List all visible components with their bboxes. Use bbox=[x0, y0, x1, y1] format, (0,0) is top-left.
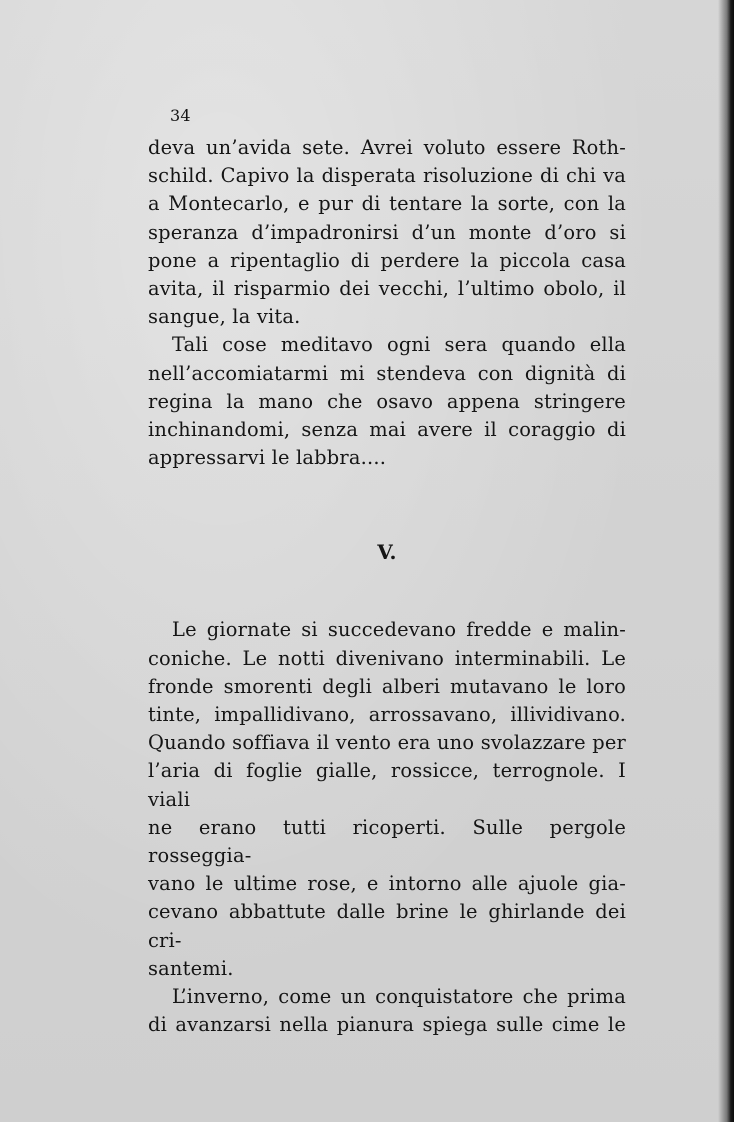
paragraph-3 bbox=[148, 616, 626, 983]
text-line: vano le ultime rose, e intorno alle ajuole gia- bbox=[148, 872, 626, 896]
text-line: L’inverno, come un conquistatore che prima bbox=[172, 985, 626, 1009]
paragraph-4 bbox=[148, 983, 626, 1039]
text-line: santemi. bbox=[148, 956, 234, 980]
text-line: tinte, impallidivano, arrossavano, illividivano. bbox=[148, 703, 626, 727]
text-line: di avanzarsi nella pianura spiega sulle cime le bbox=[148, 1013, 626, 1037]
section-heading: V. bbox=[377, 540, 397, 565]
text-line: Le giornate si succedevano fredde e malin- bbox=[172, 618, 626, 642]
text-line: regina la mano che osavo appena stringere bbox=[148, 389, 626, 413]
text-line: Quando soffiava il vento era uno svolazzare per bbox=[148, 731, 626, 755]
page-binding-edge bbox=[718, 0, 734, 1122]
text-line: fronde smorenti degli alberi mutavano le loro bbox=[148, 674, 626, 698]
text-line: pone a ripentaglio di perdere la piccola casa bbox=[148, 248, 626, 272]
text-line: ne erano tutti ricoperti. Sulle pergole rosseggia- bbox=[148, 815, 626, 868]
text-line: nell’accomiatarmi mi stendeva con dignità di bbox=[148, 361, 626, 385]
text-line: Tali cose meditavo ogni sera quando ella bbox=[172, 333, 626, 357]
text-line: inchinandomi, senza mai avere il coraggio di bbox=[148, 418, 626, 442]
text-line: l’aria di foglie gialle, rossicce, terrognole. I viali bbox=[148, 759, 626, 811]
text-line: avita, il risparmio dei vecchi, l’ultimo obolo, il bbox=[148, 277, 626, 301]
text-line: schild. Capivo la disperata risoluzione di chi va bbox=[148, 164, 626, 188]
text-line: deva un’avida sete. Avrei voluto essere Roth- bbox=[148, 136, 626, 159]
text-line: coniche. Le notti divenivano interminabili. Le bbox=[148, 646, 626, 670]
text-line: cevano abbattute dalle brine le ghirlande dei cri- bbox=[148, 900, 626, 952]
page-number: 34 bbox=[170, 106, 191, 125]
text-line: appressarvi le labbra.... bbox=[148, 446, 387, 470]
text-line: speranza d’impadronirsi d’un monte d’oro si bbox=[148, 220, 626, 244]
text-block bbox=[148, 104, 626, 1039]
paragraph-1 bbox=[148, 134, 626, 331]
paragraph-2 bbox=[148, 331, 626, 472]
text-line: sangue, la vita. bbox=[148, 305, 301, 329]
text-line: a Montecarlo, e pur di tentare la sorte, con la bbox=[148, 192, 626, 216]
